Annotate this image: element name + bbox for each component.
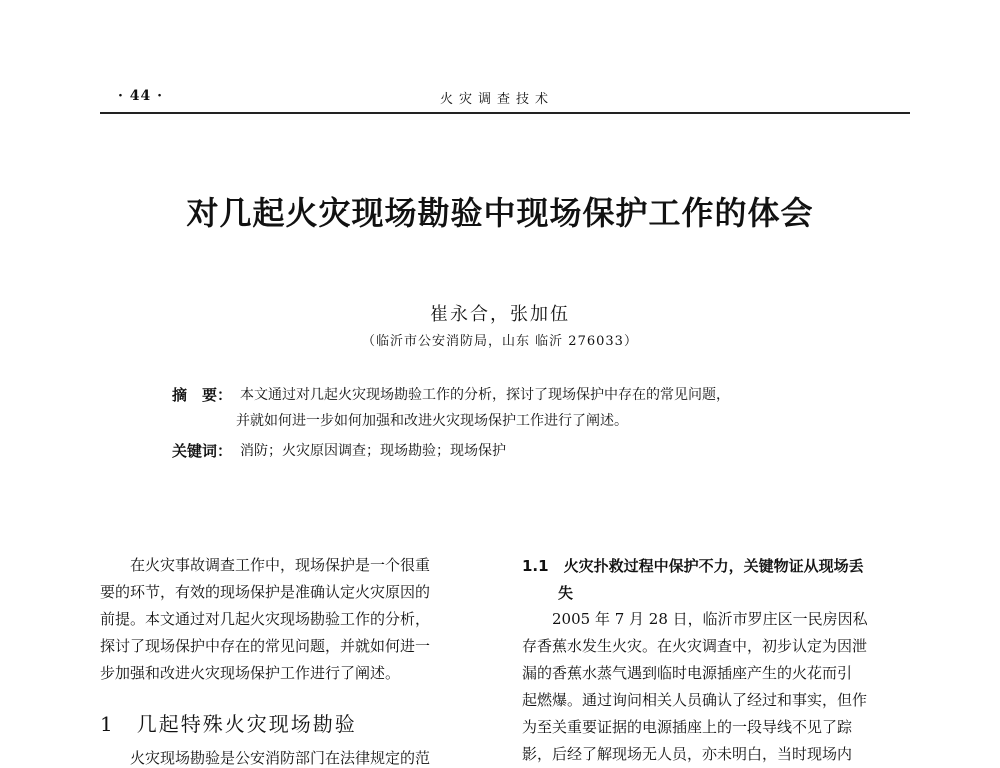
abstract-line-2: 并就如何进一步如何加强和改进火灾现场保护工作进行了阐述。 (236, 413, 628, 429)
article-title: 对几起火灾现场勘验中现场保护工作的体会 (186, 194, 814, 232)
body-line: 漏的香蕉水蒸气遇到临时电源插座产生的火花而引 (522, 664, 853, 682)
abstract-line-1: 本文通过对几起火灾现场勘验工作的分析，探讨了现场保护中存在的常见问题， (240, 387, 730, 403)
body-line: 存香蕉水发生火灾。在火灾调查中，初步认定为因泄 (522, 637, 868, 655)
article-affiliation: （临沂市公安消防局，山东 临沂 276033） (362, 334, 638, 349)
intro-line: 探讨了现场保护中存在的常见问题，并就如何进一 (100, 637, 431, 655)
body-line: 起燃爆。通过询问相关人员确认了经过和事实，但作 (522, 691, 868, 709)
subsection-heading: 1.1 火灾扑救过程中保护不力，关键物证从现场丢 (522, 557, 864, 575)
journal-name: 火灾调查技术 (440, 92, 555, 107)
abstract-label: 摘 要： (172, 386, 233, 404)
body-line-partial: 火灾现场勘验是公安消防部门在法律规定的范 (100, 749, 431, 767)
body-line: 2005 年 7 月 28 日，临沂市罗庄区一民房因私 (522, 610, 868, 628)
keywords-text: 消防；火灾原因调查；现场勘验；现场保护 (240, 443, 506, 459)
page-number: · 44 · (118, 88, 163, 104)
intro-line: 要的环节，有效的现场保护是准确认定火灾原因的 (100, 583, 431, 601)
keywords-label: 关键词： (172, 442, 233, 460)
body-line: 为至关重要证据的电源插座上的一段导线不见了踪 (522, 718, 853, 736)
body-line: 影，后经了解现场无人员，亦未明白，当时现场内 (522, 745, 853, 763)
article-authors: 崔永合，张加伍 (430, 304, 570, 325)
section-heading: 1 几起特殊火灾现场勘验 (100, 712, 357, 736)
subsection-heading-cont: 失 (558, 584, 574, 602)
header-rule (100, 112, 910, 114)
intro-line: 前提。本文通过对几起火灾现场勘验工作的分析， (100, 610, 431, 628)
intro-line: 在火灾事故调查工作中，现场保护是一个很重 (100, 556, 431, 574)
intro-line: 步加强和改进火灾现场保护工作进行了阐述。 (100, 664, 401, 682)
